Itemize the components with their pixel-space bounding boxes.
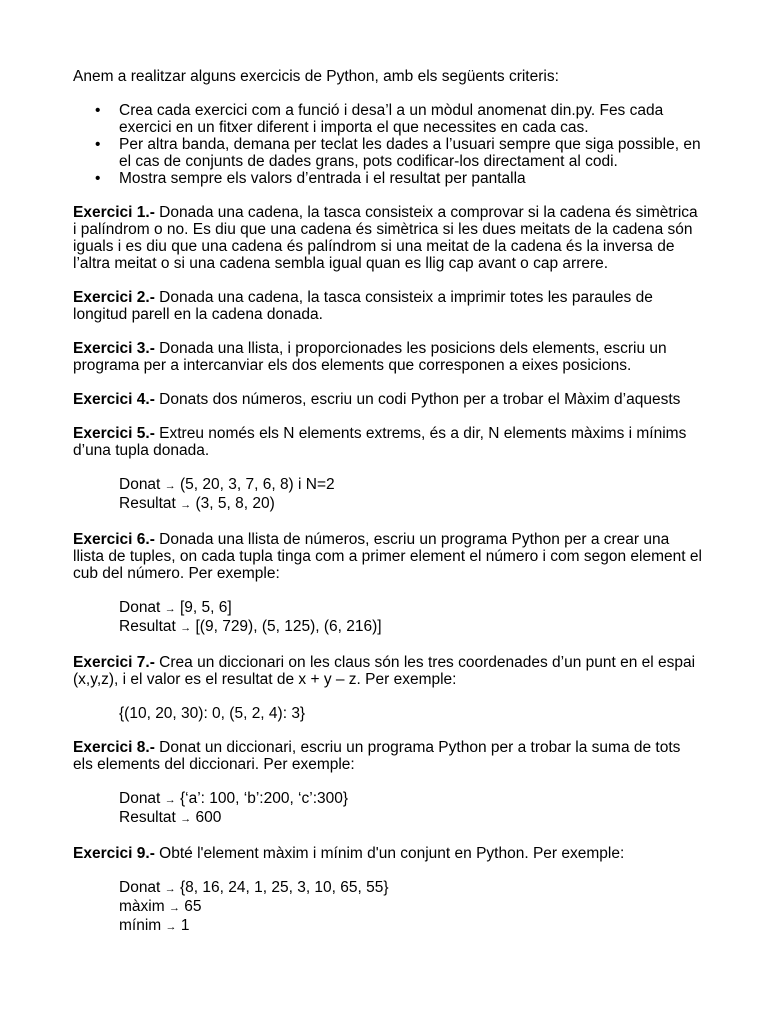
example-line bbox=[119, 917, 703, 936]
criteria-list bbox=[73, 102, 703, 187]
example-line bbox=[119, 599, 703, 618]
exercise-7 bbox=[73, 654, 703, 688]
exercise-text: Donada una llista de números, escriu un programa Python per a crear una llista de tuples, on cada tupla tinga com a primer element el número i com segon element el cub del número. Per exemple: bbox=[73, 531, 702, 582]
exercise-6-example bbox=[119, 599, 703, 637]
exercise-title: Exercici 2.- bbox=[73, 289, 155, 306]
example-line bbox=[119, 476, 703, 495]
exercise-9 bbox=[73, 845, 703, 862]
example-line bbox=[119, 898, 703, 917]
exercise-2 bbox=[73, 289, 703, 323]
intro-paragraph: Anem a realitzar alguns exercicis de Python, amb els següents criteris: bbox=[73, 68, 559, 85]
example-label: Resultat bbox=[119, 618, 176, 635]
arrow-icon: → bbox=[164, 883, 176, 895]
exercise-text: Donada una llista, i proporcionades les posicions dels elements, escriu un programa per a intercanviar els dos elements que corresponen a eixes posicions. bbox=[73, 340, 667, 374]
example-line bbox=[119, 618, 703, 637]
example-value: (5, 20, 3, 7, 6, 8) i N=2 bbox=[175, 476, 335, 493]
exercise-text: Crea un diccionari on les claus són les tres coordenades d’un punt en el espai (x,y,z), i el valor es el resultat de x + y – z. Per exemple: bbox=[73, 654, 696, 688]
criteria-item: • Per altra banda, demana per teclat les dades a l’usuari sempre que siga possible, en el cas de conjunts de dades grans, pots codificar-los directament al codi. bbox=[73, 136, 703, 170]
exercise-text: Donat un diccionari, escriu un programa Python per a trobar la suma de tots els elements del diccionari. Per exemple: bbox=[73, 739, 681, 773]
example-value: (3, 5, 8, 20) bbox=[191, 495, 275, 512]
exercise-title: Exercici 1.- bbox=[73, 204, 155, 221]
example-label: {(10, 20, 30): 0, (5, 2, 4): 3} bbox=[119, 705, 306, 722]
arrow-icon: → bbox=[180, 622, 192, 634]
example-label: mínim bbox=[119, 917, 162, 934]
exercise-title: Exercici 6.- bbox=[73, 531, 155, 548]
exercise-title: Exercici 8.- bbox=[73, 739, 155, 756]
exercise-title: Exercici 4.- bbox=[73, 391, 155, 408]
example-label: Resultat bbox=[119, 809, 176, 826]
example-line bbox=[119, 809, 703, 828]
example-value: {8, 16, 24, 1, 25, 3, 10, 65, 55} bbox=[175, 879, 389, 896]
exercise-9-example bbox=[119, 879, 703, 936]
arrow-icon: → bbox=[165, 921, 177, 933]
exercise-4 bbox=[73, 391, 703, 408]
example-label: Resultat bbox=[119, 495, 176, 512]
example-value: 1 bbox=[176, 917, 190, 934]
arrow-icon: → bbox=[164, 794, 176, 806]
example-label: màxim bbox=[119, 898, 165, 915]
example-label: Donat bbox=[119, 790, 161, 807]
example-line bbox=[119, 879, 703, 898]
exercise-text: Obté l'element màxim i mínim d'un conjunt en Python. Per exemple: bbox=[154, 845, 625, 862]
exercise-text: Extreu només els N elements extrems, és a dir, N elements màxims i mínims d’una tupla donada. bbox=[73, 425, 687, 459]
criteria-item: • Mostra sempre els valors d’entrada i el resultat per pantalla bbox=[73, 170, 703, 187]
exercise-5-example bbox=[119, 476, 703, 514]
example-label: Donat bbox=[119, 879, 161, 896]
example-line bbox=[119, 705, 703, 722]
example-value: [9, 5, 6] bbox=[175, 599, 232, 616]
example-value: 600 bbox=[191, 809, 222, 826]
criteria-item: • Crea cada exercici com a funció i desa’l a un mòdul anomenat din.py. Fes cada exercici en un fitxer diferent i importa el que necessites en cada cas. bbox=[73, 102, 703, 136]
example-line bbox=[119, 495, 703, 514]
exercise-text: Donada una cadena, la tasca consisteix a comprovar si la cadena és simètrica i palíndrom o no. Es diu que una cadena és simètrica si les dues meitats de la cadena són iguals i es diu que una cadena és palíndrom si una meitat de la cadena és la inversa de l’altra meitat o si una cadena sembla igual quan es llig cap avant o cap arrere. bbox=[73, 204, 698, 272]
arrow-icon: → bbox=[164, 603, 176, 615]
exercise-8 bbox=[73, 739, 703, 773]
exercise-text: Donats dos números, escriu un codi Python per a trobar el Màxim d’aquests bbox=[154, 391, 681, 408]
exercise-8-example bbox=[119, 790, 703, 828]
example-label: Donat bbox=[119, 476, 161, 493]
arrow-icon: → bbox=[168, 902, 180, 914]
exercise-1 bbox=[73, 204, 703, 272]
exercise-title: Exercici 5.- bbox=[73, 425, 155, 442]
arrow-icon: → bbox=[180, 499, 192, 511]
example-value: 65 bbox=[179, 898, 202, 915]
exercise-3 bbox=[73, 340, 703, 374]
exercise-text: Donada una cadena, la tasca consisteix a imprimir totes les paraules de longitud parell en la cadena donada. bbox=[73, 289, 653, 323]
example-line bbox=[119, 790, 703, 809]
exercise-7-example bbox=[119, 705, 703, 722]
arrow-icon: → bbox=[180, 813, 192, 825]
exercise-title: Exercici 9.- bbox=[73, 845, 155, 862]
example-value: {‘a’: 100, ‘b’:200, ‘c’:300} bbox=[175, 790, 349, 807]
exercise-6 bbox=[73, 531, 703, 582]
arrow-icon: → bbox=[164, 480, 176, 492]
example-value: [(9, 729), (5, 125), (6, 216)] bbox=[191, 618, 382, 635]
document-page bbox=[73, 68, 703, 953]
example-label: Donat bbox=[119, 599, 161, 616]
exercise-title: Exercici 3.- bbox=[73, 340, 155, 357]
exercise-5 bbox=[73, 425, 703, 459]
exercise-title: Exercici 7.- bbox=[73, 654, 155, 671]
